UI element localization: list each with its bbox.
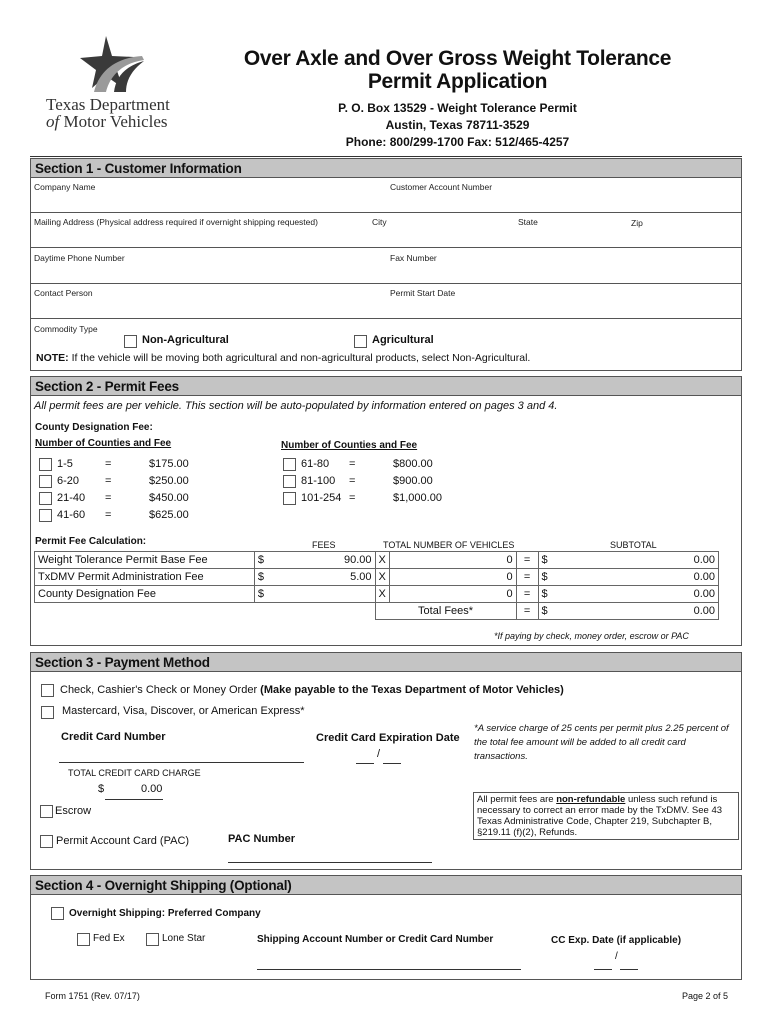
- subtotal-currency: $: [538, 569, 552, 586]
- fee-amount: 5.00: [270, 569, 375, 586]
- agricultural-label: Agricultural: [372, 334, 434, 346]
- note-text: If the vehicle will be moving both agricultural and non-agricultural products, select Non-Agricultural.: [68, 352, 531, 364]
- page-number: Page 2 of 5: [682, 991, 729, 1001]
- zip-label: Zip: [631, 218, 643, 228]
- credit-card-payment-label: Mastercard, Visa, Discover, or American Express*: [62, 705, 305, 717]
- fee-name: County Designation Fee: [35, 586, 255, 603]
- title-line-2: Permit Application: [367, 70, 548, 93]
- cc-exp-date-label: CC Exp. Date (if applicable): [551, 935, 682, 946]
- county-range: 6-20: [57, 475, 80, 487]
- escrow-label: Escrow: [55, 805, 92, 817]
- county-option-checkbox[interactable]: [283, 492, 296, 505]
- county-option-checkbox[interactable]: [39, 458, 52, 471]
- refund-text-2: unless such refund is necessary to correct an error made by the TxDMV. See 43 Texas Administrative Code, Chapter 219, Subchapter B, §219.11 (f)(2), Refunds.: [477, 794, 723, 838]
- subtotal-currency: $: [538, 586, 552, 603]
- note-label: NOTE:: [36, 352, 69, 364]
- non-agricultural-label: Non-Agricultural: [142, 334, 229, 346]
- fee-calculation-table: [34, 551, 719, 620]
- fax-number-field[interactable]: [386, 248, 741, 282]
- county-option-checkbox[interactable]: [283, 458, 296, 471]
- fee-currency: $: [254, 552, 270, 569]
- company-name-field[interactable]: [31, 178, 386, 212]
- customer-account-number-field[interactable]: [386, 178, 741, 212]
- mailing-address-field[interactable]: [31, 213, 367, 247]
- escrow-checkbox[interactable]: [40, 805, 53, 818]
- section-2-body: [30, 396, 742, 646]
- fax-number-label: Fax Number: [390, 253, 437, 263]
- county-fee: $625.00: [149, 509, 189, 521]
- check-payable-note: (Make payable to the Texas Department of Motor Vehicles): [260, 684, 564, 696]
- pac-number-field[interactable]: [228, 862, 432, 863]
- row-divider: [31, 318, 741, 319]
- fee-row: [35, 552, 719, 569]
- section-4-body: [30, 895, 742, 980]
- fee-name: TxDMV Permit Administration Fee: [35, 569, 255, 586]
- non-agricultural-checkbox[interactable]: [124, 335, 137, 348]
- county-equals: =: [349, 492, 356, 504]
- pac-checkbox[interactable]: [40, 835, 53, 848]
- equals-sign: =: [516, 586, 538, 603]
- logo-motor-vehicles: Motor Vehicles: [59, 112, 168, 131]
- county-range: 61-80: [301, 458, 330, 470]
- commodity-note: [36, 352, 530, 364]
- shipping-account-field[interactable]: [257, 969, 521, 970]
- contact-line: Phone: 800/299-1700 Fax: 512/465-4257: [345, 135, 570, 149]
- service-charge-note: *A service charge of 25 cents per permit plus 2.25 percent of the total fee amount will be added to all credit card transactions.: [474, 723, 729, 762]
- pac-label: Permit Account Card (PAC): [56, 835, 190, 847]
- refund-notice: [473, 792, 739, 840]
- logo-of: of: [46, 112, 60, 131]
- fee-currency: $: [254, 569, 270, 586]
- fedex-label: Fed Ex: [93, 933, 125, 944]
- address-line-1: P. O. Box 13529 - Weight Tolerance Permit: [338, 101, 577, 115]
- shipping-cc-exp-separator: /: [615, 951, 618, 962]
- county-equals: =: [105, 458, 112, 470]
- cc-exp-month-field[interactable]: [356, 763, 374, 764]
- county-fee: $900.00: [393, 475, 433, 487]
- county-equals: =: [105, 509, 112, 521]
- subtotal-value: 0.00: [552, 569, 719, 586]
- subtotal-currency: $: [538, 552, 552, 569]
- county-designation-fee-label: County Designation Fee:: [35, 422, 153, 433]
- check-payment-checkbox[interactable]: [41, 684, 54, 697]
- customer-account-number-label: Customer Account Number: [390, 182, 493, 192]
- county-range: 81-100: [301, 475, 336, 487]
- county-option-checkbox[interactable]: [39, 509, 52, 522]
- total-fees-value: 0.00: [552, 603, 719, 620]
- state-label: State: [518, 217, 538, 227]
- overnight-shipping-checkbox[interactable]: [51, 907, 64, 920]
- city-label: City: [372, 217, 387, 227]
- check-payment-text: Check, Cashier's Check or Money Order: [60, 684, 261, 696]
- subtotal-value: 0.00: [552, 586, 719, 603]
- credit-card-expiration-label: Credit Card Expiration Date: [316, 732, 460, 744]
- subtotal-column-header: SUBTOTAL: [610, 540, 657, 550]
- total-fees-label: Total Fees*: [375, 603, 516, 620]
- contact-person-label: Contact Person: [34, 288, 93, 298]
- overnight-shipping-label: Overnight Shipping: Preferred Company: [69, 908, 261, 919]
- county-option-checkbox[interactable]: [283, 475, 296, 488]
- commodity-type-label: Commodity Type: [34, 324, 98, 334]
- subtotal-value: 0.00: [552, 552, 719, 569]
- shipping-cc-exp-year-field[interactable]: [620, 969, 638, 970]
- fees-column-header: FEES: [312, 540, 336, 550]
- section-3-header: Section 3 - Payment Method: [30, 652, 742, 672]
- contact-person-field[interactable]: [31, 284, 386, 318]
- fee-amount: 90.00: [270, 552, 375, 569]
- total-cc-value: 0.00: [141, 783, 163, 795]
- total-cc-currency: $: [98, 783, 105, 795]
- fedex-checkbox[interactable]: [77, 933, 90, 946]
- address-line-2: Austin, Texas 78711-3529: [385, 118, 530, 132]
- daytime-phone-field[interactable]: [31, 248, 386, 282]
- multiply-sign: X: [375, 569, 389, 586]
- vehicles-column-header: TOTAL NUMBER OF VEHICLES: [383, 540, 515, 550]
- fee-footnote: *If paying by check, money order, escrow or PAC: [494, 631, 689, 641]
- total-equals: =: [516, 603, 538, 620]
- county-range: 101-254: [301, 492, 342, 504]
- zip-field[interactable]: [627, 213, 741, 247]
- company-name-label: Company Name: [34, 182, 96, 192]
- daytime-phone-label: Daytime Phone Number: [34, 253, 125, 263]
- permit-start-date-label: Permit Start Date: [390, 288, 456, 298]
- vehicle-count-input[interactable]: 0: [389, 552, 516, 569]
- county-range: 21-40: [57, 492, 86, 504]
- county-option-checkbox[interactable]: [39, 475, 52, 488]
- multiply-sign: X: [375, 552, 389, 569]
- lone-star-label: Lone Star: [162, 933, 206, 944]
- county-fee: $800.00: [393, 458, 433, 470]
- permit-fees-intro: All permit fees are per vehicle. This section will be auto-populated by information entered on pages 3 and 4.: [34, 400, 558, 412]
- address-block: [200, 100, 715, 151]
- credit-card-number-field[interactable]: [59, 762, 304, 763]
- section-3-body: [30, 672, 742, 870]
- total-fees-row: [35, 603, 719, 620]
- total-cc-underline: [105, 799, 163, 800]
- agricultural-checkbox[interactable]: [354, 335, 367, 348]
- fee-name: Weight Tolerance Permit Base Fee: [35, 552, 255, 569]
- total-currency: $: [538, 603, 552, 620]
- pac-number-label: PAC Number: [228, 833, 296, 845]
- county-fee: $450.00: [149, 492, 189, 504]
- section-4-header: Section 4 - Overnight Shipping (Optional): [30, 875, 742, 895]
- lone-star-checkbox[interactable]: [146, 933, 159, 946]
- fee-amount: [270, 586, 375, 603]
- title-line-1: Over Axle and Over Gross Weight Tolerance: [243, 47, 672, 70]
- section-1-body: [30, 178, 742, 371]
- form-number: Form 1751 (Rev. 07/17): [45, 991, 140, 1001]
- page-title: [200, 47, 715, 93]
- cc-exp-year-field[interactable]: [383, 763, 401, 764]
- credit-card-payment-checkbox[interactable]: [41, 706, 54, 719]
- total-credit-card-charge-label: TOTAL CREDIT CARD CHARGE: [68, 768, 201, 778]
- county-equals: =: [105, 492, 112, 504]
- permit-fee-calculation-label: Permit Fee Calculation:: [35, 536, 147, 547]
- county-range: 41-60: [57, 509, 86, 521]
- permit-start-date-field[interactable]: [386, 284, 741, 318]
- mailing-address-label: Mailing Address (Physical address required if overnight shipping requested): [34, 217, 318, 227]
- county-equals: =: [105, 475, 112, 487]
- county-equals: =: [349, 458, 356, 470]
- left-column-header: Number of Counties and Fee: [35, 438, 172, 449]
- equals-sign: =: [516, 569, 538, 586]
- county-fee: $1,000.00: [393, 492, 442, 504]
- section-2-header: Section 2 - Permit Fees: [30, 376, 742, 396]
- state-field[interactable]: [515, 213, 627, 247]
- county-fee: $250.00: [149, 475, 189, 487]
- fee-currency: $: [254, 586, 270, 603]
- shipping-account-label: Shipping Account Number or Credit Card Number: [257, 934, 494, 945]
- vehicle-count-input[interactable]: 0: [389, 569, 516, 586]
- txdmv-logo: [44, 30, 174, 130]
- logo-line-1: Texas Department: [46, 95, 170, 114]
- right-column-header: Number of Counties and Fee: [281, 440, 418, 451]
- cc-exp-separator: /: [377, 748, 381, 760]
- star-road-logo-icon: [44, 30, 174, 100]
- fee-row: [35, 569, 719, 586]
- county-range: 1-5: [57, 458, 73, 470]
- county-option-checkbox[interactable]: [39, 492, 52, 505]
- fee-row: [35, 586, 719, 603]
- equals-sign: =: [516, 552, 538, 569]
- county-equals: =: [349, 475, 356, 487]
- header-divider: [30, 156, 742, 157]
- section-1-header: Section 1 - Customer Information: [30, 158, 742, 178]
- vehicle-count-input[interactable]: 0: [389, 586, 516, 603]
- city-field[interactable]: [369, 213, 515, 247]
- refund-text-1: All permit fees are: [477, 794, 557, 805]
- credit-card-number-label: Credit Card Number: [61, 731, 166, 743]
- non-refundable-emphasis: non-refundable: [556, 794, 626, 805]
- county-fee: $175.00: [149, 458, 189, 470]
- check-payment-label: [60, 684, 564, 696]
- logo-line-2: [46, 113, 168, 131]
- multiply-sign: X: [375, 586, 389, 603]
- shipping-cc-exp-month-field[interactable]: [594, 969, 612, 970]
